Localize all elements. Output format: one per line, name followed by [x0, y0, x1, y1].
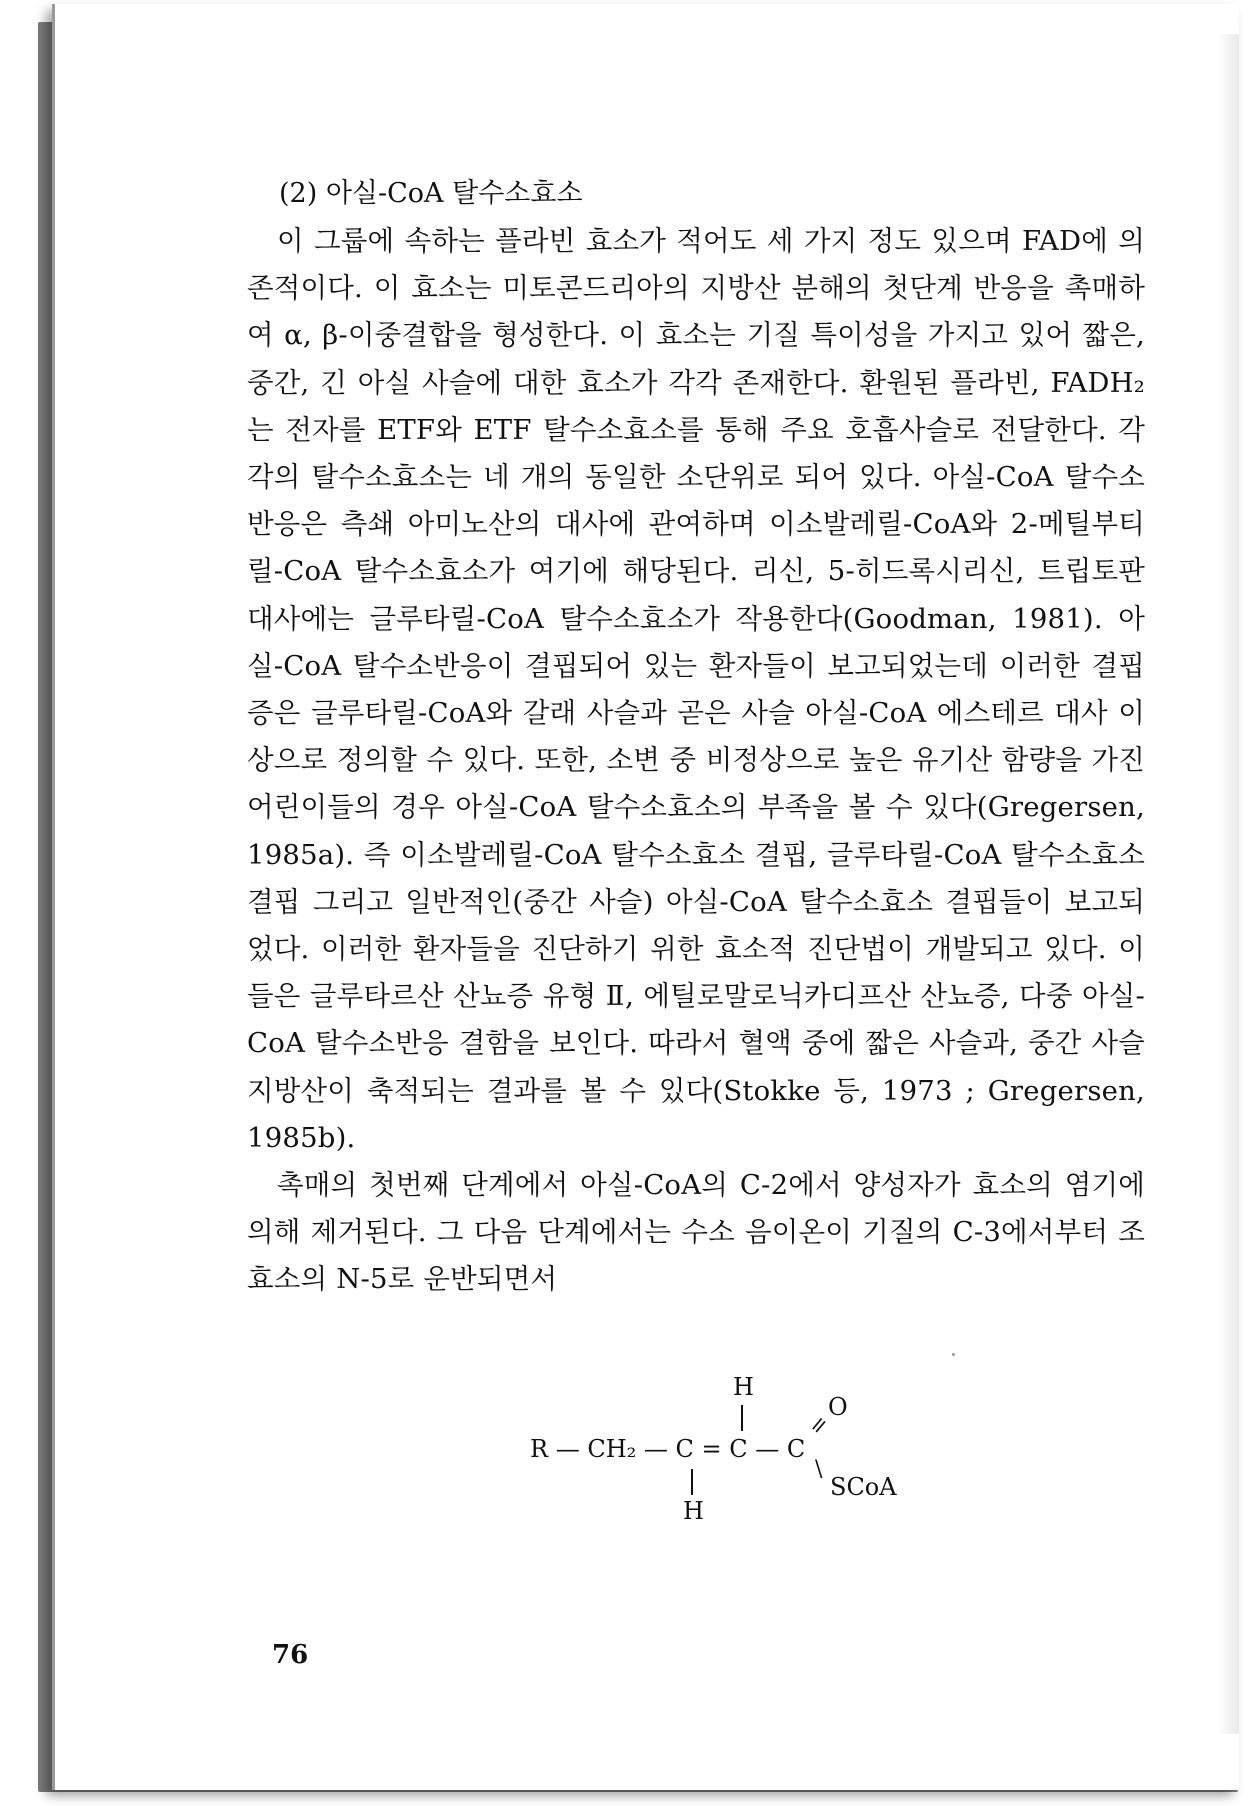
- formula-scoa: SCoA: [830, 1473, 897, 1501]
- formula-chain: R — CH₂ — C = C — C: [530, 1435, 806, 1463]
- scan-speck: [952, 1353, 955, 1356]
- page-content: [247, 170, 1145, 1304]
- formula-oxygen: O: [828, 1393, 848, 1421]
- chemical-structure: [530, 1365, 930, 1535]
- page-edge: [1217, 34, 1239, 1734]
- formula-bottom-bond: [691, 1469, 693, 1495]
- formula-double-bond: =: [803, 1410, 835, 1441]
- formula-top-bond: [741, 1405, 743, 1431]
- formula-top-hydrogen: H: [733, 1373, 754, 1401]
- body-paragraph-2: 촉매의 첫번째 단계에서 아실-CoA의 C-2에서 양성자가 효소의 염기에 의해 제거된다. 그 다음 단계에서는 수소 음이온이 기질의 C-3에서부터 조효소의 N-5로 운반되면서: [247, 1169, 1145, 1296]
- section-heading: (2) 아실-CoA 탈수소효소: [279, 178, 583, 209]
- formula-bottom-hydrogen: H: [683, 1497, 704, 1525]
- formula-single-bond: \: [815, 1457, 823, 1482]
- body-paragraph-1: 이 그룹에 속하는 플라빈 효소가 적어도 세 가지 정도 있으며 FAD에 의존적이다. 이 효소는 미토콘드리아의 지방산 분해의 첫단계 반응을 촉매하여 α, β-이중결합을 형성한다. 이 효소는 기질 특이성을 가지고 있어 짧은, 중간, 긴 아실 사슬에 대한 효소가 각각 존재한다. 환원된 플라빈, FADH₂는 전자를 ETF와 ETF 탈수소효소를 통해 주요 호흡사슬로 전달한다. 각각의 탈수소효소는 네 개의 동일한 소단위로 되어 있다. 아실-CoA 탈수소반응은 측쇄 아미노산의 대사에 관여하며 이소발레릴-CoA와 2-메틸부티릴-CoA 탈수소효소가 여기에 해당된다. 리신, 5-히드록시리신, 트립토판 대사에는 글루타릴-CoA 탈수소효소가 작용한다(Goodman, 1981). 아실-CoA 탈수소반응이 결핍되어 있는 환자들이 보고되었는데 이러한 결핍증은 글루타릴-CoA와 갈래 사슬과 곧은 사슬 아실-CoA 에스테르 대사 이상으로 정의할 수 있다. 또한, 소변 중 비정상으로 높은 유기산 함량을 가진 어린이들의 경우 아실-CoA 탈수소효소의 부족을 볼 수 있다(Gregersen, 1985a). 즉 이소발레릴-CoA 탈수소효소 결핍, 글루타릴-CoA 탈수소효소 결핍 그리고 일반적인(중간 사슬) 아실-CoA 탈수소효소 결핍들이 보고되었다. 이러한 환자들을 진단하기 위한 효소적 진단법이 개발되고 있다. 이들은 글루타르산 산뇨증 유형 Ⅱ, 에틸로말로닉카디프산 산뇨증, 다중 아실-CoA 탈수소반응 결함을 보인다. 따라서 혈액 중에 짧은 사슬과, 중간 사슬 지방산이 축적되는 결과를 볼 수 있다(Stokke 등, 1973 ; Gregersen, 1985b).: [247, 225, 1145, 1154]
- page-number: 76: [272, 1640, 309, 1670]
